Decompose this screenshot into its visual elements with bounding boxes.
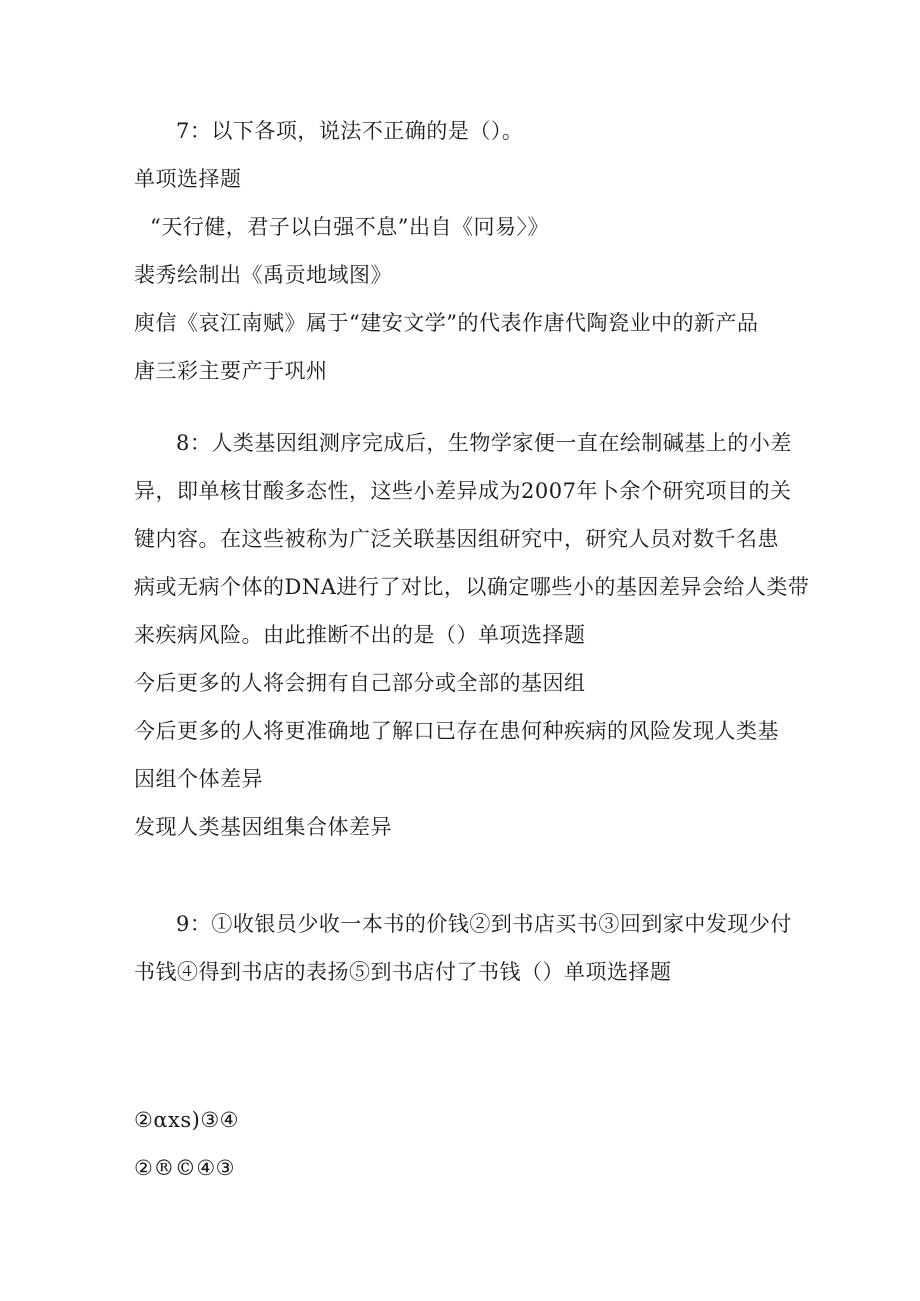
question-9-stem-line-1: 9：①收银员少收一本书的价钱②到书店买书③回到家中发现少付 bbox=[176, 912, 792, 936]
question-7-type-label: 单项选择题 bbox=[134, 167, 242, 191]
question-8-stem-line-4: 病或无病个体的DNA进行了对比，以确定哪些小的基因差异会给人类带 bbox=[134, 575, 810, 599]
question-8-stem-line-1: 8：人类基因组测序完成后，生物学家便一直在绘制碱基上的小差 bbox=[176, 431, 792, 455]
question-8-option-1: 今后更多的人将会拥有自己部分或全部的基因组 bbox=[134, 671, 586, 695]
question-9-stem-line-2: 书钱④得到书店的表扬⑤到书店付了书钱（）单项选择题 bbox=[134, 960, 672, 984]
question-9-option-2: ②®©④③ bbox=[134, 1156, 235, 1180]
question-8-option-2-continued: 因组个体差异 bbox=[134, 767, 263, 791]
question-8-option-2: 今后更多的人将更准确地了解口已存在患何种疾病的风险发现人类基 bbox=[134, 719, 779, 743]
question-7-option-1: “天行健，君子以白强不息”出自《冋易〉》 bbox=[150, 215, 549, 239]
question-9-option-1: ②αxs)③④ bbox=[134, 1108, 239, 1132]
question-7-option-4: 唐三彩主要产于巩州 bbox=[134, 359, 328, 383]
question-7-option-2: 裴秀绘制出《禹贡地域图》 bbox=[134, 263, 392, 287]
question-8-option-3: 发现人类基因组集合体差异 bbox=[134, 815, 392, 839]
question-8-stem-line-5: 来疾病风险。由此推断不出的是（）单项选择题 bbox=[134, 623, 586, 647]
question-7-stem: 7：以下各项，说法不正确的是（）。 bbox=[176, 119, 524, 143]
question-8-stem-line-2: 异，即单核甘酸多态性，这些小差异成为2007年卜余个研究项目的关 bbox=[134, 479, 792, 503]
question-7-option-3: 庾信《哀江南赋》属于“建安文学”的代表作唐代陶瓷业中的新产品 bbox=[134, 311, 759, 335]
question-8-stem-line-3: 键内容。在这些被称为广泛关联基因组研究中，研究人员对数千名患 bbox=[134, 527, 779, 551]
